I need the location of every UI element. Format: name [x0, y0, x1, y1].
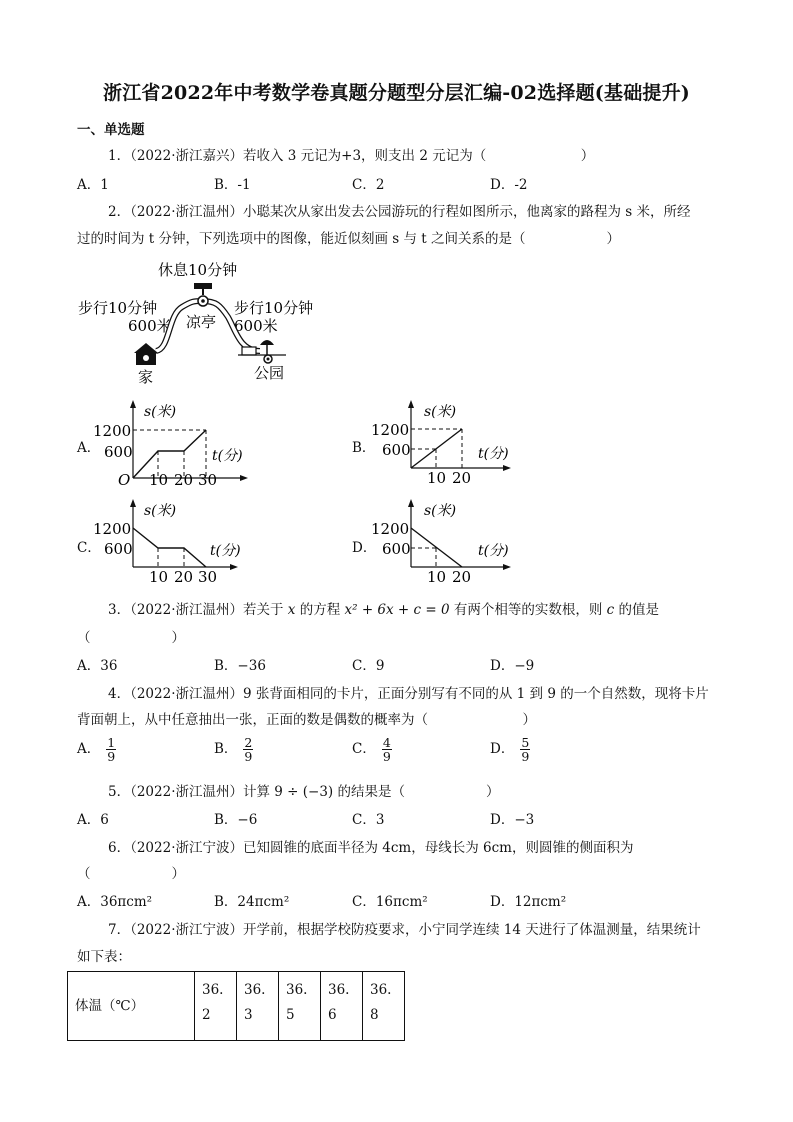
- quadratic-equation: x² + 6x + c = 0: [344, 602, 450, 618]
- svg-text:10: 10: [427, 469, 447, 487]
- svg-text:1200: 1200: [371, 520, 410, 538]
- svg-text:20: 20: [174, 471, 194, 489]
- question-7-line-1: 7．（2022·浙江宁波）开学前，根据学校防疫要求，小宁同学连续 14 天进行了体温测量，结果统计: [108, 922, 701, 938]
- graph-c: [90, 497, 260, 589]
- walk-left-distance: 600米: [128, 317, 172, 335]
- q6-option-c[interactable]: C．16πcm²: [352, 894, 428, 910]
- q4-option-b[interactable]: B． $\frac{2}{9}$: [214, 735, 253, 764]
- q4-option-c[interactable]: C． $\frac{4}{9}$: [352, 735, 391, 764]
- q1-option-d[interactable]: D．-2: [490, 177, 528, 193]
- walk-left-label: 步行10分钟: [78, 299, 158, 317]
- y-axis-label: s(米): [144, 404, 177, 420]
- svg-text:1200: 1200: [93, 422, 132, 440]
- question-5-stem: 5．（2022·浙江温州）计算 9 ÷ (−3) 的结果是（ ）: [108, 784, 500, 800]
- section-heading: 一、单选题: [77, 122, 145, 138]
- park-label: 公园: [254, 364, 285, 382]
- table-cell: 36. 2: [195, 972, 237, 1041]
- svg-text:t(分): t(分): [478, 543, 509, 559]
- table-cell: 36. 8: [363, 972, 405, 1041]
- svg-text:30: 30: [198, 568, 218, 586]
- svg-text:s(米): s(米): [424, 503, 457, 519]
- question-7-line-2: 如下表：: [77, 949, 131, 965]
- svg-text:20: 20: [174, 568, 194, 586]
- question-3-stem: 3．（2022·浙江温州）若关于 x 的方程 x² + 6x + c = 0 有两个相等的实数根，则 c 的值是: [108, 602, 660, 618]
- svg-text:20: 20: [452, 568, 472, 586]
- svg-text:t(分): t(分): [210, 543, 241, 559]
- x-axis-label: t(分): [212, 448, 243, 464]
- svg-text:10: 10: [149, 568, 169, 586]
- graph-d: [368, 497, 528, 589]
- svg-text:t(分): t(分): [478, 446, 509, 462]
- question-2-line-2: 过的时间为 t 分钟，下列选项中的图像，能近似刻画 s 与 t 之间关系的是（ ）: [77, 231, 621, 247]
- q6-option-a[interactable]: A．36πcm²: [77, 894, 153, 910]
- svg-text:1200: 1200: [93, 520, 132, 538]
- q1-option-b[interactable]: B．-1: [214, 177, 251, 193]
- q1-option-a[interactable]: A．1: [77, 177, 109, 193]
- q6-option-d[interactable]: D．12πcm²: [490, 894, 567, 910]
- svg-text:600: 600: [104, 540, 133, 558]
- svg-text:30: 30: [198, 471, 218, 489]
- q3-option-b[interactable]: B．−36: [214, 658, 266, 674]
- table-header-cell: 体温（℃）: [68, 972, 195, 1041]
- q2-option-a[interactable]: A．: [77, 440, 101, 456]
- question-4-line-2: 背面朝上，从中任意抽出一张，正面的数是偶数的概率为（ ）: [77, 712, 536, 728]
- question-6-paren: （ ）: [77, 866, 185, 882]
- rest-label: 休息10分钟: [158, 261, 238, 279]
- table-row: [68, 972, 405, 1041]
- home-label: 家: [138, 368, 154, 386]
- svg-text:s(米): s(米): [144, 503, 177, 519]
- q3-option-c[interactable]: C．9: [352, 658, 385, 674]
- q5-option-c[interactable]: C．3: [352, 812, 385, 828]
- question-1-stem: 1．（2022·浙江嘉兴）若收入 3 元记为+3，则支出 2 元记为（ ）: [108, 148, 595, 164]
- q2-option-d[interactable]: D．: [352, 540, 377, 556]
- home-icon: [134, 343, 158, 365]
- question-4-line-1: 4．（2022·浙江温州）9 张背面相同的卡片，正面分别写有不同的从 1 到 9 的一个自然数，现将卡片: [108, 686, 709, 702]
- q2-option-b[interactable]: B．: [352, 440, 376, 456]
- pavilion-label: 凉亭: [186, 313, 217, 331]
- walk-right-label: 步行10分钟: [234, 299, 314, 317]
- q4-option-a[interactable]: A． $\frac{1}{9}$: [77, 735, 116, 764]
- q5-option-d[interactable]: D．−3: [490, 812, 535, 828]
- table-cell: 36. 3: [237, 972, 279, 1041]
- page-title: 浙江省2022年中考数学卷真题分题型分层汇编-02选择题(基础提升): [103, 82, 690, 104]
- temperature-table: [67, 971, 405, 1041]
- route-diagram: [70, 255, 340, 390]
- question-2-line-1: 2．（2022·浙江温州）小聪某次从家出发去公园游玩的行程如图所示，他离家的路程为 s 米，所经: [108, 204, 691, 220]
- svg-text:20: 20: [452, 469, 472, 487]
- q4-option-d[interactable]: D． $\frac{5}{9}$: [490, 735, 530, 764]
- svg-text:O: O: [118, 471, 131, 489]
- svg-text:600: 600: [382, 540, 411, 558]
- svg-text:1200: 1200: [371, 421, 410, 439]
- walk-right-distance: 600米: [234, 317, 278, 335]
- svg-text:s(米): s(米): [424, 404, 457, 420]
- question-3-paren: （ ）: [77, 630, 185, 646]
- q1-option-c[interactable]: C．2: [352, 177, 385, 193]
- graph-b: [368, 398, 528, 490]
- q3-option-d[interactable]: D．−9: [490, 658, 535, 674]
- q5-option-b[interactable]: B．−6: [214, 812, 258, 828]
- graph-a: [90, 398, 260, 490]
- svg-text:10: 10: [427, 568, 447, 586]
- q2-option-c[interactable]: C．: [77, 540, 101, 556]
- question-6-stem: 6．（2022·浙江宁波）已知圆锥的底面半径为 4cm，母线长为 6cm，则圆锥的侧面积为: [108, 840, 634, 856]
- svg-text:600: 600: [382, 441, 411, 459]
- q5-option-a[interactable]: A．6: [77, 812, 109, 828]
- table-cell: 36. 6: [321, 972, 363, 1041]
- svg-text:10: 10: [149, 471, 169, 489]
- q3-option-a[interactable]: A．36: [77, 658, 118, 674]
- q6-option-b[interactable]: B．24πcm²: [214, 894, 290, 910]
- table-cell: 36. 5: [279, 972, 321, 1041]
- svg-text:600: 600: [104, 443, 133, 461]
